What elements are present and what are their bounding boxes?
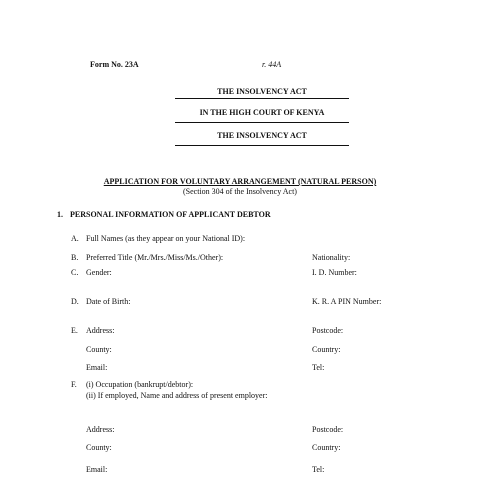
employer-tel-label: Tel: [312, 465, 325, 474]
email-label: Email: [86, 363, 108, 372]
rule-reference: r. 44A [262, 60, 282, 69]
tel-label: Tel: [312, 363, 325, 372]
section-title: PERSONAL INFORMATION OF APPLICANT DEBTOR [70, 210, 271, 219]
occupation-label: (i) Occupation (bankrupt/debtor): [86, 380, 194, 389]
employer-postcode-label: Postcode: [312, 425, 344, 434]
item-letter: F. [71, 380, 77, 389]
header-act-title-2: THE INSOLVENCY ACT [217, 131, 307, 140]
item-letter: D. [71, 297, 79, 306]
full-names-label: Full Names (as they appear on your National ID): [86, 234, 246, 243]
application-title: APPLICATION FOR VOLUNTARY ARRANGEMENT (NATURAL PERSON) [103, 177, 377, 186]
county-label: County: [86, 345, 112, 354]
date-of-birth-label: Date of Birth: [86, 297, 131, 306]
item-letter: E. [71, 326, 78, 335]
header-divider [175, 98, 349, 99]
kra-pin-label: K. R. A PIN Number: [312, 297, 382, 306]
nationality-label: Nationality: [312, 253, 351, 262]
country-label: Country: [312, 345, 341, 354]
employer-address-label: Address: [86, 425, 115, 434]
item-letter: C. [71, 268, 79, 277]
header-court-title: IN THE HIGH COURT OF KENYA [199, 108, 325, 117]
gender-label: Gender: [86, 268, 112, 277]
application-subtitle: (Section 304 of the Insolvency Act) [183, 187, 297, 196]
id-number-label: I. D. Number: [312, 268, 357, 277]
employer-email-label: Email: [86, 465, 108, 474]
item-letter: B. [71, 253, 79, 262]
employer-label: (ii) If employed, Name and address of present employer: [86, 391, 268, 400]
preferred-title-label: Preferred Title (Mr./Mrs./Miss/Ms./Other): [86, 253, 224, 262]
header-divider [175, 145, 349, 146]
postcode-label: Postcode: [312, 326, 344, 335]
form-number: Form No. 23A [90, 60, 139, 69]
employer-country-label: Country: [312, 443, 341, 452]
item-letter: A. [71, 234, 79, 243]
section-number: 1. [57, 210, 63, 219]
employer-county-label: County: [86, 443, 112, 452]
address-label: Address: [86, 326, 115, 335]
header-act-title: THE INSOLVENCY ACT [217, 87, 307, 96]
header-divider [175, 122, 349, 123]
